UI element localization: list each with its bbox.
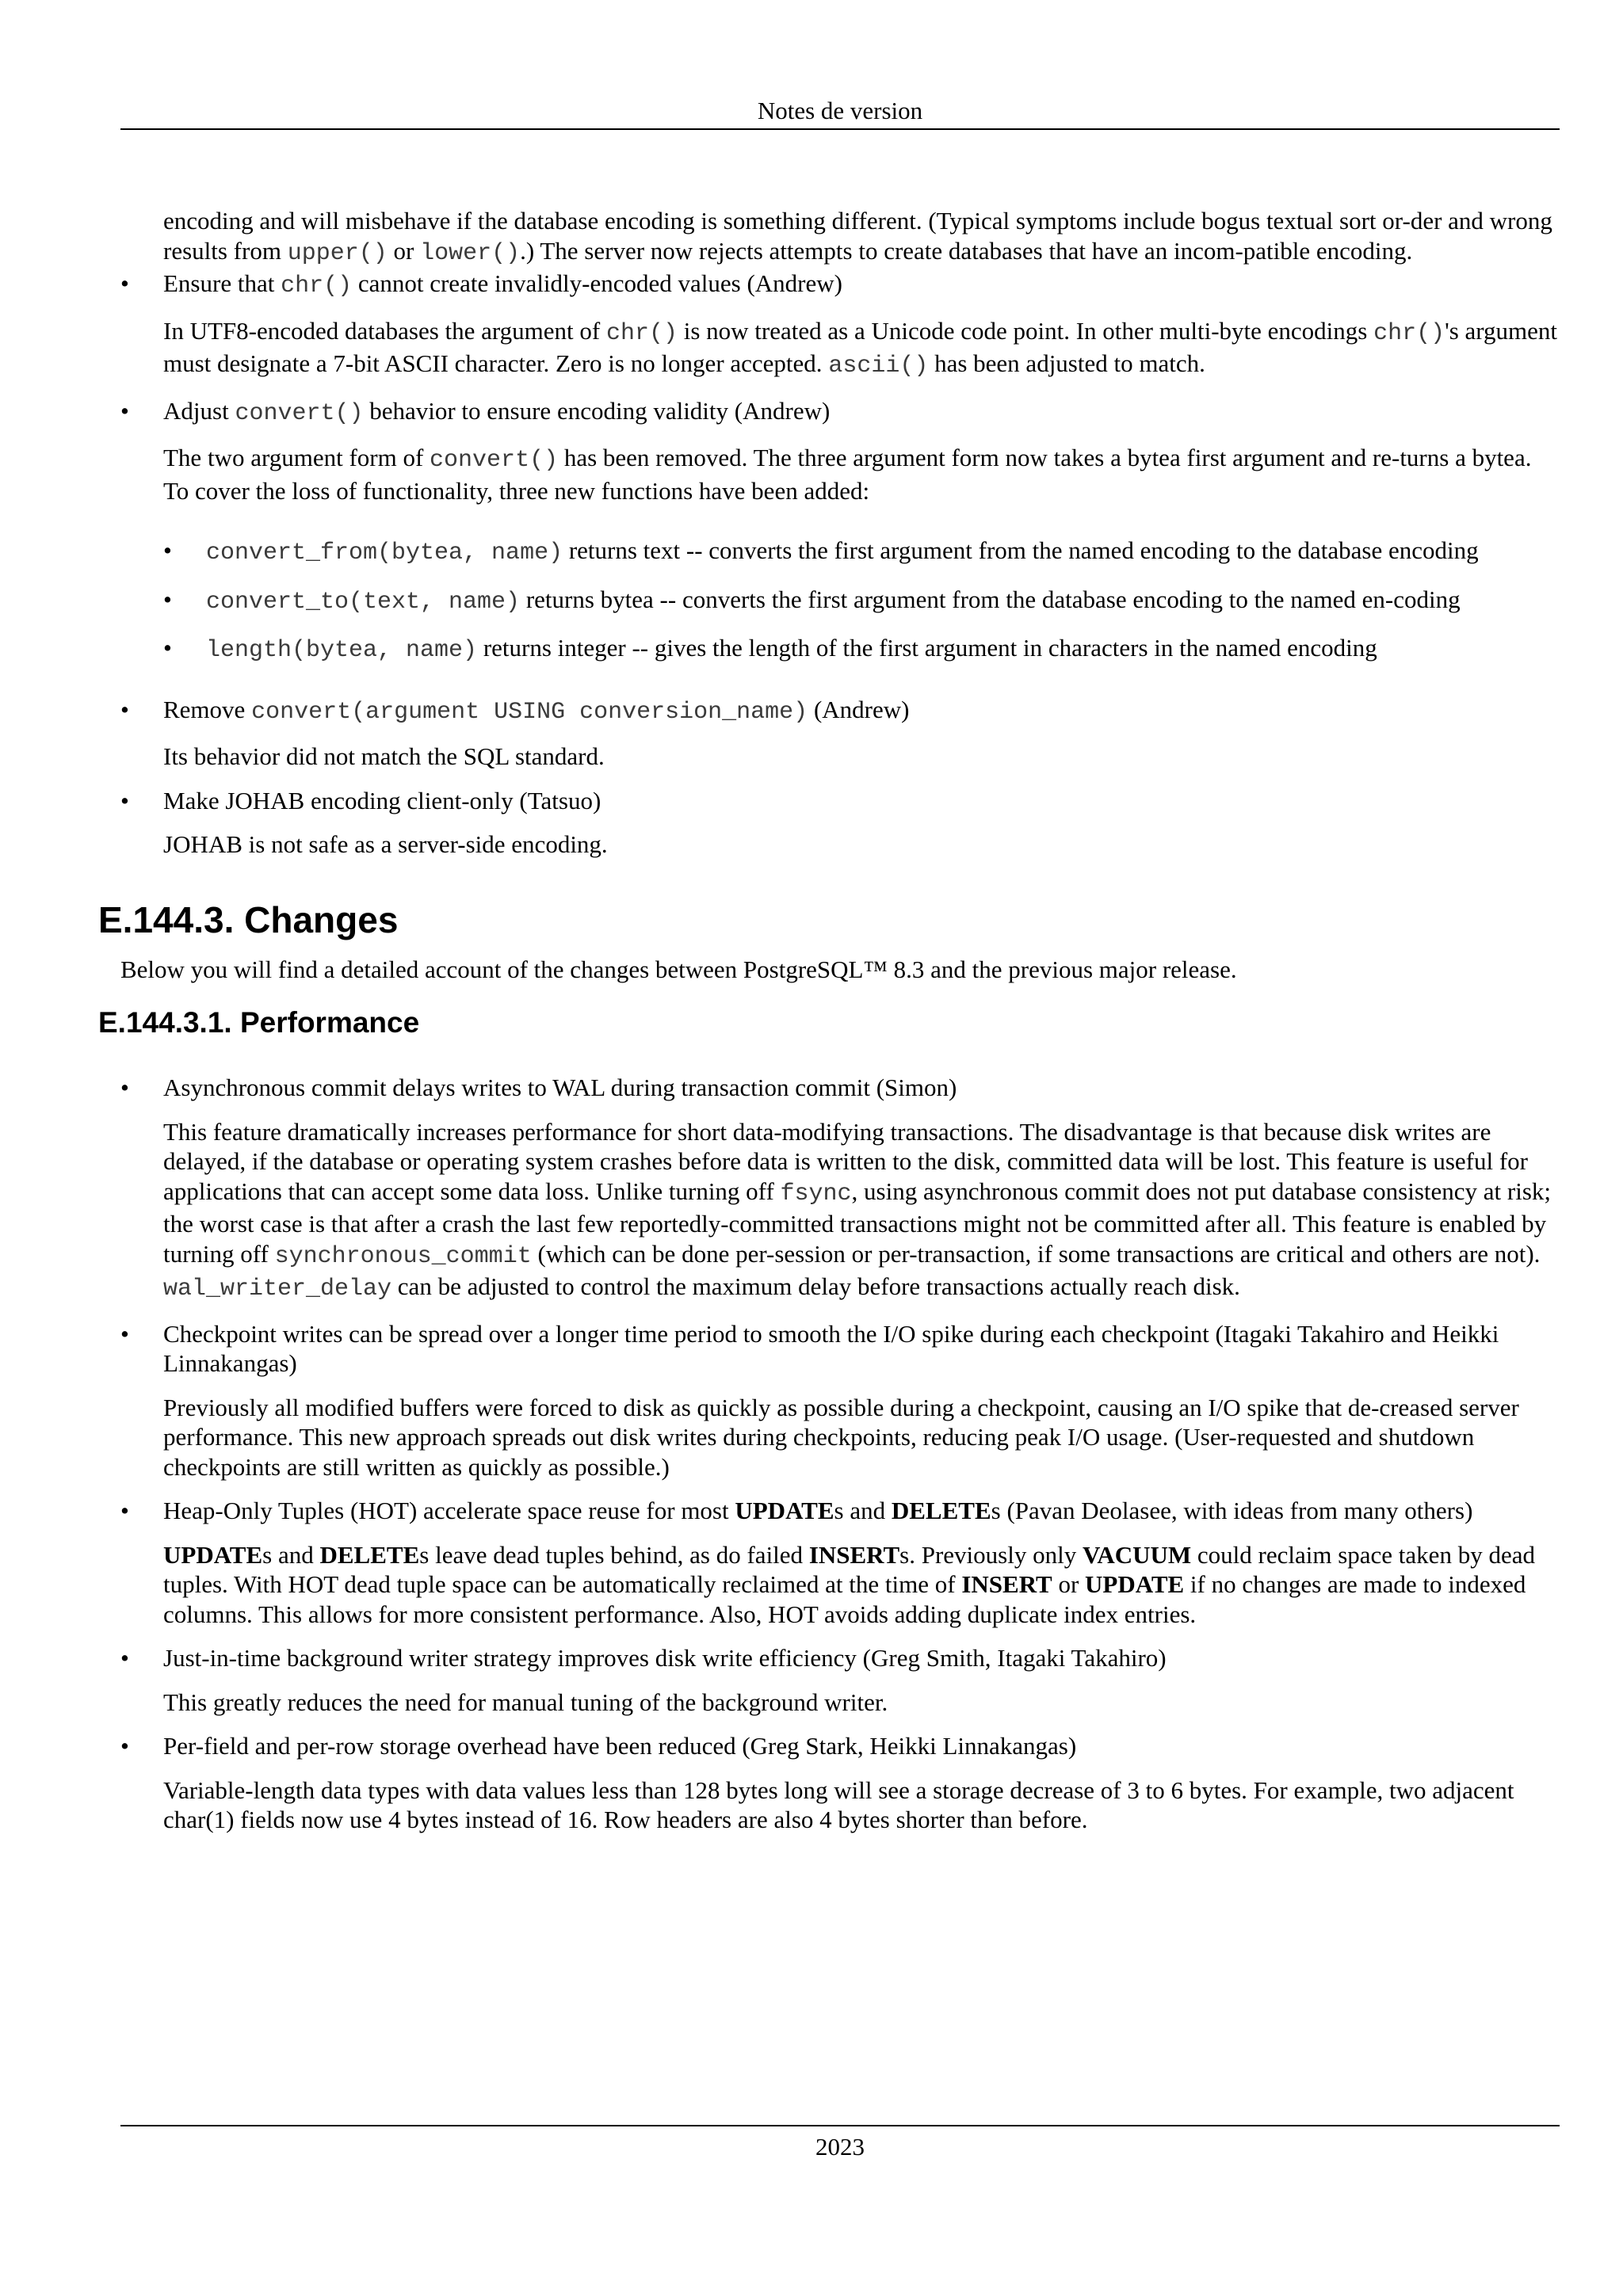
item-description: This feature dramatically increases performance for short data-modifying transactions. The disadvantage is that because disk writes are delayed, if the database or operating system crashes before data is written to the disk, committed data will be lost. This feature is useful for applications that can accept some data loss. Unlike turning off fsync, using asynchronous commit does not put database consistency at risk; the worst case is that after a crash the last few reportedly-committed transactions might not be committed after all. This feature is enabled by turning off synchronous_commit (which can be done per-session or per-transaction, if some transactions are critical and others are not). wal_writer_delay can be adjusted to control the maximum delay before transactions actually reach disk. [163,1117,1552,1302]
subsection-heading: E.144.3.1. Performance [98,1006,420,1039]
bullet-icon: • [120,1319,129,1348]
nested-list-item: • length(bytea, name) returns integer -- gives the length of the first argument in characters in the named encoding [163,634,1377,664]
list-item-storage-overhead [120,1731,1560,1835]
list-item-johab [120,786,1560,860]
list-item-bgwriter [120,1643,1560,1717]
item-description: Variable-length data types with data values less than 128 bytes long will see a storage decrease of 3 to 6 bytes. For example, two adjacent char(1) fields now use 4 bytes instead of 16. Row headers are also 4 bytes shorter than before. [163,1775,1514,1833]
item-title: Adjust convert() behavior to ensure encoding validity (Andrew) [163,396,831,427]
item-description: Previously all modified buffers were forced to disk as quickly as possible during a checkpoint, causing an I/O spike that de-creased server performance. This new approach spreads out disk writes during checkpoints, reducing peak I/O usage. (User-requested and shutdown checkpoints are still written as quickly as possible.) [163,1393,1519,1481]
item-title: Make JOHAB encoding client-only (Tatsuo) [163,786,601,814]
section-lead: Below you will find a detailed account of the changes between PostgreSQL™ 8.3 and the previous major release. [120,955,1237,983]
bullet-icon: • [120,1732,129,1760]
list-item-checkpoint [120,1319,1560,1482]
code-lower: lower() [420,239,521,267]
running-header: Notes de version [757,97,923,124]
bullet-icon: • [120,695,129,723]
nested-list [163,536,1560,666]
item-title: Checkpoint writes can be spread over a longer time period to smooth the I/O spike during each checkpoint (Itagaki Takahiro and Heikki Linnakangas) [163,1319,1499,1377]
item-title: Per-field and per-row storage overhead have been reduced (Greg Stark, Heikki Linnakangas) [163,1732,1077,1760]
bullet-icon: • [120,396,129,425]
bullet-icon: • [120,1074,129,1101]
bullet-icon: • [120,786,129,814]
bullet-icon: • [163,585,172,613]
nested-list-item: • convert_from(bytea, name) returns text -- converts the first argument from the named encoding to the database encoding [163,536,1479,566]
bullet-icon: • [163,634,172,662]
page-content [98,206,1560,1849]
bullet-icon: • [120,1644,129,1672]
item-description: This greatly reduces the need for manual tuning of the background writer. [163,1688,888,1716]
code-upper: upper() [287,239,388,267]
page-number: 2023 [815,2133,865,2161]
item-description: UPDATEs and DELETEs leave dead tuples behind, as do failed INSERTs. Previously only VACUUM could reclaim space taken by dead tuples. With HOT dead tuple space can be automatically reclaimed at the time of INSERT or UPDATE if no changes are made to indexed columns. This allows for more consistent performance. Also, HOT avoids adding duplicate index entries. [163,1540,1535,1628]
item-description: In UTF8-encoded databases the argument of chr() is now treated as a Unicode code point. In other multi-byte encodings chr()'s argument must designate a 7-bit ASCII character. Zero is no longer accepted. ascii() has been adjusted to match. [163,316,1558,379]
item-title: Asynchronous commit delays writes to WAL during transaction commit (Simon) [163,1074,957,1101]
list-item-remove-convert [120,695,1560,772]
continued-paragraph: encoding and will misbehave if the database encoding is something different. (Typical symptoms include bogus textual sort or-der and wrong results from upper() or lower().) The server now rejects attempts to create databases that have an incom-patible encoding. [163,207,1552,267]
bullet-icon: • [120,1497,129,1524]
list-item-chr [120,269,1560,382]
list-item-async-commit [120,1073,1560,1305]
item-title: Remove convert(argument USING conversion_name) (Andrew) [163,695,910,726]
list-item-hot [120,1496,1560,1629]
bullet-icon: • [120,269,129,297]
item-description: Its behavior did not match the SQL standard. [163,742,605,770]
item-title: Just-in-time background writer strategy improves disk write efficiency (Greg Smith, Itagaki Takahiro) [163,1644,1167,1672]
list-item-convert [120,396,1560,666]
header-rule [120,128,1560,130]
bullet-icon: • [163,536,172,564]
footer-rule [120,2125,1560,2126]
item-title: Heap-Only Tuples (HOT) accelerate space reuse for most UPDATEs and DELETEs (Pavan Deolasee, with ideas from many others) [163,1497,1473,1524]
item-title: Ensure that chr() cannot create invalidly-encoded values (Andrew) [163,269,842,299]
section-heading: E.144.3. Changes [98,898,399,940]
item-description: The two argument form of convert() has been removed. The three argument form now takes a bytea first argument and re-turns a bytea. To cover the loss of functionality, three new functions have been added: [163,444,1532,505]
nested-list-item: • convert_to(text, name) returns bytea -- converts the first argument from the database encoding to the named en-coding [163,585,1461,616]
item-description: JOHAB is not safe as a server-side encoding. [163,830,608,858]
